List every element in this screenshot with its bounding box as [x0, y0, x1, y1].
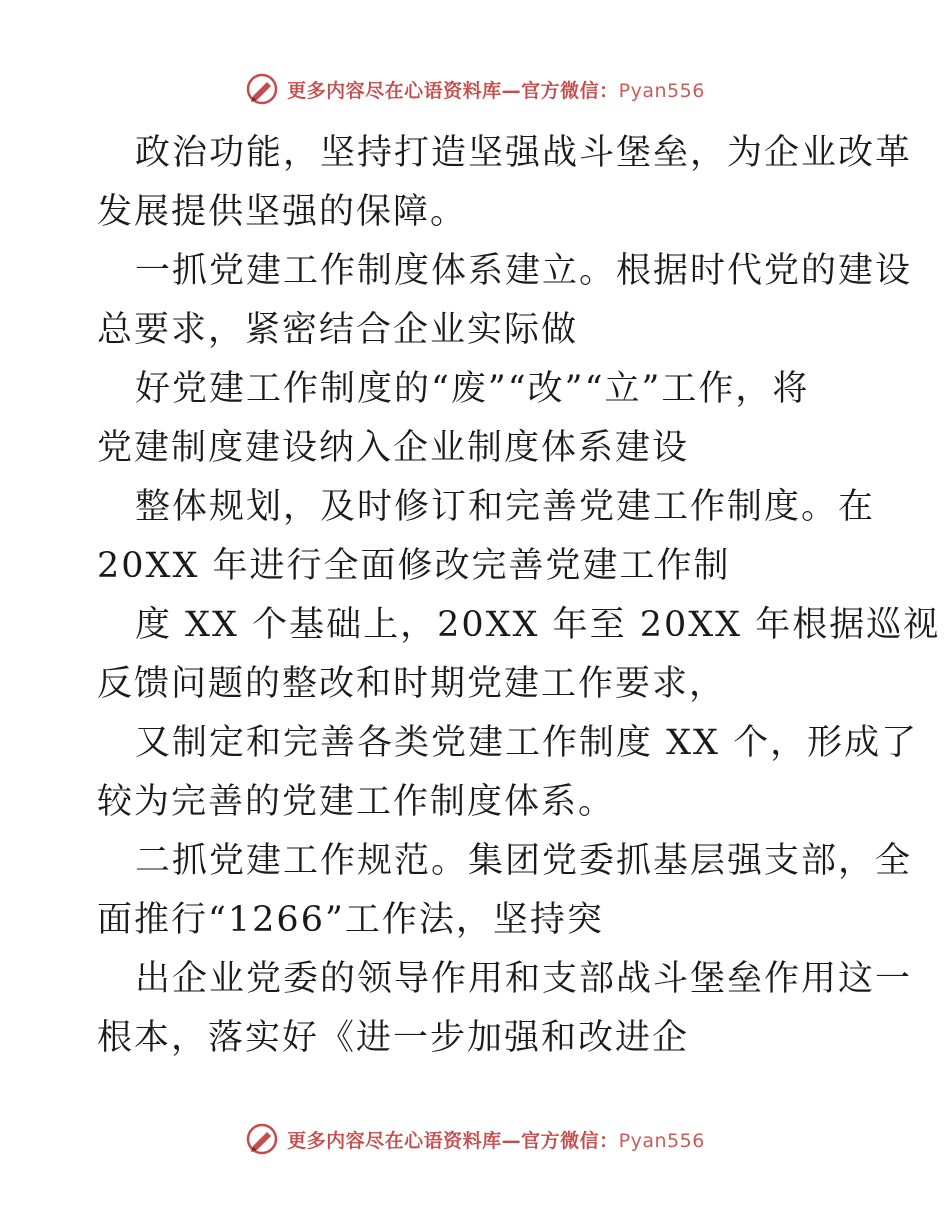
text-line: 出企业党委的领导作用和支部战斗堡垒作用这一	[135, 959, 913, 999]
text-line: 发展提供坚强的保障。	[97, 192, 468, 232]
text-line: 好党建工作制度的“废”“改”“立”工作，将	[135, 369, 810, 409]
text-line: 反馈问题的整改和时期党建工作要求，	[97, 664, 727, 704]
text-line: 总要求，紧密结合企业实际做	[97, 310, 579, 350]
text-line: 二抓党建工作规范。集团党委抓基层强支部，全	[135, 841, 913, 881]
text-line: 整体规划，及时修订和完善党建工作制度。在	[135, 487, 876, 527]
watermark-label: 更多内容尽在心语资料库—官方微信：	[287, 1129, 619, 1152]
watermark-wechat-id: Pyan556	[618, 1129, 705, 1152]
text-line: 较为完善的党建工作制度体系。	[97, 782, 616, 822]
watermark-text	[287, 76, 705, 103]
text-line: 一抓党建工作制度体系建立。根据时代党的建设	[135, 251, 913, 291]
watermark-wechat-id: Pyan556	[618, 79, 705, 102]
text-line: 政治功能，坚持打造坚强战斗堡垒，为企业改革	[135, 133, 913, 173]
footer-watermark	[0, 1122, 950, 1156]
pen-logo-icon	[245, 1122, 279, 1156]
header-watermark	[0, 72, 950, 106]
text-line: 根本，落实好《进一步加强和改进企	[97, 1018, 690, 1058]
watermark-text	[287, 1126, 705, 1153]
watermark-label: 更多内容尽在心语资料库—官方微信：	[287, 79, 619, 102]
text-line: 党建制度建设纳入企业制度体系建设	[97, 428, 690, 468]
text-line: 20XX 年进行全面修改完善党建工作制	[97, 546, 731, 586]
text-line: 又制定和完善各类党建工作制度 XX 个，形成了	[135, 723, 919, 763]
document-body	[97, 124, 941, 1068]
text-line: 面推行“1266”工作法，坚持突	[97, 900, 604, 940]
text-line: 度 XX 个基础上，20XX 年至 20XX 年根据巡视	[135, 605, 941, 645]
pen-logo-icon	[245, 72, 279, 106]
